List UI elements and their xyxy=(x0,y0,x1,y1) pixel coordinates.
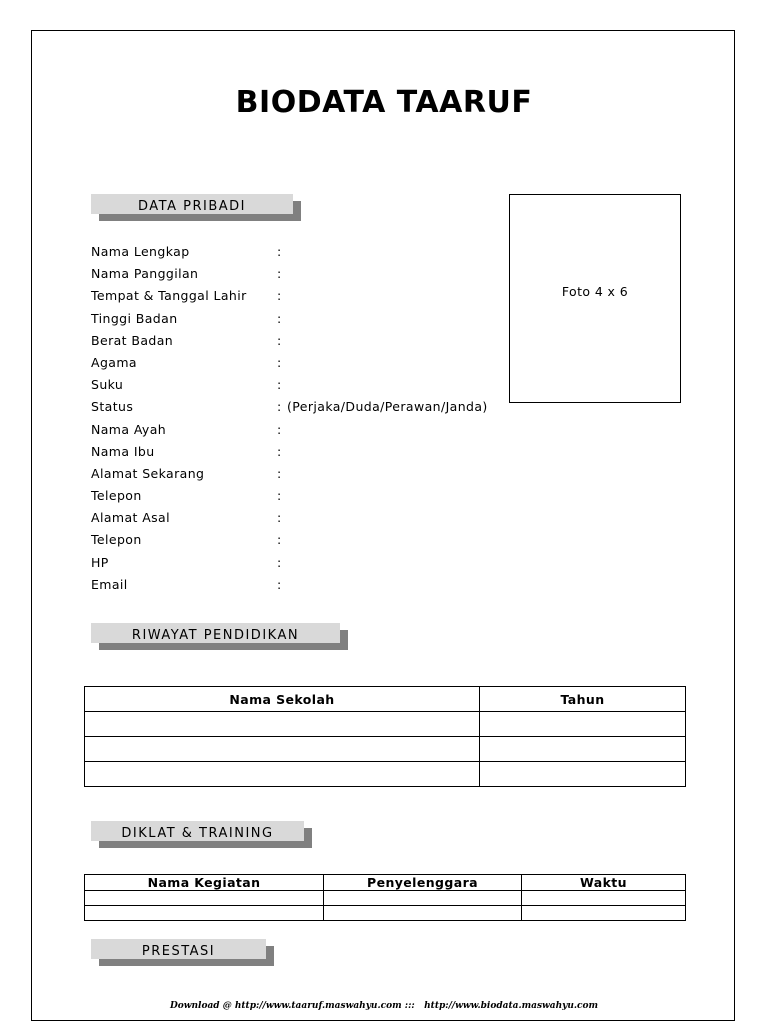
field-colon: : xyxy=(277,399,282,415)
table-header: Waktu xyxy=(522,875,686,891)
photo-placeholder xyxy=(509,194,681,403)
education-table xyxy=(84,686,686,787)
field-label: Berat Badan xyxy=(91,332,174,348)
field-label: Nama Panggilan xyxy=(91,266,199,282)
field-colon: : xyxy=(277,576,282,592)
table-header: Tahun xyxy=(480,687,686,712)
table-cell[interactable] xyxy=(480,762,686,787)
field-colon: : xyxy=(277,377,282,393)
field-colon: : xyxy=(277,554,282,570)
field-label: Status xyxy=(91,399,134,415)
field-label: Nama Ayah xyxy=(91,421,167,437)
table-cell[interactable] xyxy=(480,712,686,737)
section-label-riwayat-pendidikan xyxy=(91,623,340,643)
field-label: HP xyxy=(91,554,109,570)
field-label: Email xyxy=(91,576,128,592)
table-cell[interactable] xyxy=(85,712,480,737)
field-colon: : xyxy=(277,288,282,304)
field-colon: : xyxy=(277,465,282,481)
field-colon: : xyxy=(277,354,282,370)
field-colon: : xyxy=(277,443,282,459)
table-cell[interactable] xyxy=(85,762,480,787)
section-label-prestasi xyxy=(91,939,266,959)
field-colon: : xyxy=(277,310,282,326)
field-colon: : xyxy=(277,510,282,526)
field-label: Alamat Sekarang xyxy=(91,465,205,481)
field-label: Nama Lengkap xyxy=(91,244,190,259)
table-row xyxy=(85,737,686,762)
table-cell[interactable] xyxy=(85,737,480,762)
field-label: Tinggi Badan xyxy=(91,310,178,326)
training-table xyxy=(84,874,686,921)
field-label: Nama Ibu xyxy=(91,443,155,459)
table-cell[interactable] xyxy=(522,891,686,906)
table-header: Penyelenggara xyxy=(324,875,522,891)
field-label: Agama xyxy=(91,354,137,370)
document-title: BIODATA TAARUF xyxy=(235,85,533,120)
table-row xyxy=(85,762,686,787)
table-header: Nama Sekolah xyxy=(85,687,480,712)
photo-label: Foto 4 x 6 xyxy=(561,284,629,299)
section-title: RIWAYAT PENDIDIKAN xyxy=(131,628,300,643)
section-title: PRESTASI xyxy=(141,944,216,959)
field-colon: : xyxy=(277,244,282,259)
field-label: Suku xyxy=(91,377,124,393)
table-header: Nama Kegiatan xyxy=(85,875,324,891)
field-colon: : xyxy=(277,532,282,548)
section-label-data-pribadi xyxy=(91,194,293,214)
table-cell[interactable] xyxy=(324,906,522,921)
section-title: DATA PRIBADI xyxy=(138,199,246,214)
field-label: Telepon xyxy=(91,488,142,504)
table-row xyxy=(85,906,686,921)
section-title: DIKLAT & TRAINING xyxy=(121,826,274,841)
field-colon: : xyxy=(277,332,282,348)
table-cell[interactable] xyxy=(480,737,686,762)
field-label: Tempat & Tanggal Lahir xyxy=(91,288,247,304)
table-cell[interactable] xyxy=(522,906,686,921)
table-row xyxy=(85,712,686,737)
field-colon: : xyxy=(277,421,282,437)
table-cell[interactable] xyxy=(85,906,324,921)
field-colon: : xyxy=(277,488,282,504)
table-row xyxy=(85,891,686,906)
footer-download-links: Download @ http://www.taaruf.maswahyu.com ::: http://www.biodata.maswahyu.com xyxy=(169,1001,599,1011)
table-cell[interactable] xyxy=(85,891,324,906)
table-cell[interactable] xyxy=(324,891,522,906)
section-label-diklat-training xyxy=(91,821,304,841)
field-value[interactable]: (Perjaka/Duda/Perawan/Janda) xyxy=(287,399,488,415)
field-label: Telepon xyxy=(91,532,142,548)
field-colon: : xyxy=(277,266,282,282)
field-label: Alamat Asal xyxy=(91,510,170,526)
